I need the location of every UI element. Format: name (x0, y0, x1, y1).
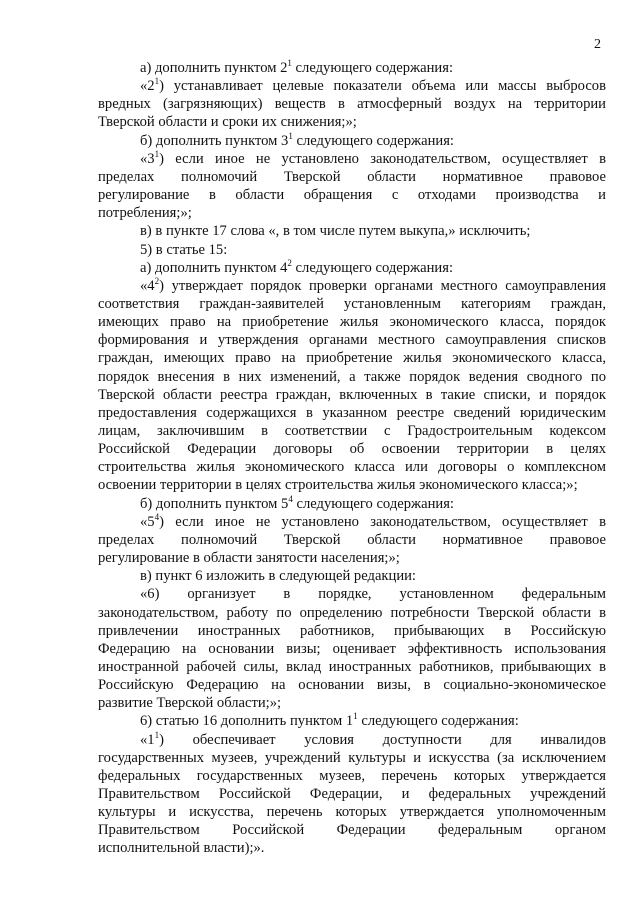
text-line-content: иностранной рабочей силы, вклад иностранных работников, прибывающих в (98, 658, 606, 675)
text-line (98, 386, 606, 404)
text-line (98, 440, 606, 458)
text-line-continuation: следующего содержания: (291, 259, 454, 276)
text-line-content: федеральных государственных музеев, перечень которых утверждается (98, 767, 606, 784)
text-line (98, 640, 606, 658)
text-line (98, 476, 606, 494)
text-line (98, 767, 606, 785)
text-line-content: регулирование в области занятости населения;»; (98, 550, 400, 566)
text-line (140, 495, 606, 513)
text-line-content: соответствия граждан-заявителей установленным категориям граждан, (98, 295, 606, 312)
text-line-content: культуры и искусства, перечень которых утверждается уполномоченным (98, 804, 606, 821)
superscript-index: 1 (154, 76, 160, 87)
text-line-content: Правительством Российской Федерации, и федеральных учреждений (98, 786, 606, 802)
superscript-index: 4 (288, 493, 293, 504)
text-line-content: порядок внесения в них изменений, а также порядок ведения сводного по (98, 368, 606, 385)
superscript-index: 1 (154, 729, 160, 740)
text-line-content: освоении территории в целях строительства жилья экономического класса;»; (98, 477, 578, 494)
text-line (140, 585, 606, 603)
text-line (140, 277, 606, 295)
text-line-content: а) дополнить пунктом 4 (140, 259, 288, 276)
text-line (98, 803, 606, 821)
text-line-continuation: ) устанавливает целевые показатели объема или массы выбросов (159, 78, 606, 95)
text-line (98, 658, 606, 676)
text-line (140, 567, 606, 585)
text-line-content: «4 (140, 277, 155, 294)
text-line (98, 113, 606, 131)
text-line-continuation: следующего содержания: (292, 132, 454, 149)
text-line-continuation: следующего содержания: (292, 495, 454, 512)
text-line-content: Российской Федерации договоры об освоении территории в целях (98, 441, 606, 458)
text-line (98, 839, 606, 857)
text-line (140, 150, 606, 168)
text-line-content: в) пункт 6 изложить в следующей редакции: (140, 568, 416, 585)
text-line-content: «1 (140, 731, 155, 748)
text-line (98, 186, 606, 204)
text-line (98, 368, 606, 386)
text-line-content: Российскую Федерацию на основании визы, в социально-экономическое (98, 677, 606, 694)
text-line-content: б) дополнить пунктом 5 (140, 495, 289, 512)
text-line (98, 404, 606, 422)
text-line-content: Тверской области реестра граждан, включенных в такие списки, и порядок (98, 386, 606, 403)
text-line-content: Федерацию на основании визы; оценивает эффективность использования (98, 640, 606, 657)
text-line-content: граждан, имеющих право на приобретение жилья экономического класса, (98, 350, 606, 367)
text-line-content: исполнительной власти);». (98, 840, 265, 857)
text-line-continuation: ) утверждает порядок проверки органами местного самоуправления (159, 277, 606, 294)
text-line-continuation: ) обеспечивает условия доступности для инвалидов (159, 731, 606, 748)
text-line-continuation: следующего содержания: (357, 713, 519, 730)
text-line-content: привлечении иностранных работников, прибывающих в Российскую (98, 622, 606, 639)
text-line-content: Тверской области и сроки их снижения;»; (98, 114, 357, 131)
text-line (98, 458, 606, 476)
superscript-index: 2 (287, 257, 292, 268)
text-line-content: строительства жилья экономического класса или договоры о комплексном (98, 459, 606, 476)
text-line (98, 95, 606, 113)
text-line (98, 349, 606, 367)
text-line-content: 6) статью 16 дополнить пунктом 1 (140, 713, 354, 730)
text-line (140, 712, 606, 730)
text-line (98, 531, 606, 549)
text-line-content: регулирование в области обращения с отходами производства и (98, 187, 606, 203)
text-line-content: предоставления содержащихся в указанном реестре сведений юридическим (98, 404, 606, 421)
text-line-content: потребления;»; (98, 205, 192, 222)
text-line (140, 241, 606, 259)
text-line (140, 513, 606, 531)
superscript-index: 2 (154, 275, 160, 286)
superscript-index: 1 (287, 58, 292, 68)
text-line-content: а) дополнить пунктом 2 (140, 60, 288, 76)
text-line-content: «6) организует в порядке, установленном федеральным (140, 586, 606, 603)
text-line (98, 295, 606, 313)
text-line (98, 622, 606, 640)
text-line (98, 604, 606, 622)
text-line (140, 77, 606, 95)
text-line-content: пределах полномочий Тверской области нормативное правовое (98, 531, 606, 548)
superscript-index: 1 (353, 711, 358, 722)
text-line-content: Правительством Российской Федерации федеральным органом (98, 822, 606, 839)
text-line-content: формирования и утверждения органами местного самоуправления списков (98, 332, 606, 349)
text-line-content: пределах полномочий Тверской области нормативное правовое (98, 168, 606, 185)
text-line-content: «3 (140, 150, 155, 167)
text-line-content: 5) в статье 15: (140, 241, 228, 258)
superscript-index: 1 (154, 148, 160, 159)
text-line (98, 694, 606, 712)
text-line (98, 821, 606, 839)
text-line-content: б) дополнить пунктом 3 (140, 132, 289, 149)
text-line (98, 749, 606, 767)
text-line-content: в) в пункте 17 слова «, в том числе путем выкупа,» исключить; (140, 223, 531, 240)
text-line-continuation: ) если иное не установлено законодательством, осуществляет в (159, 513, 606, 530)
text-line (98, 204, 606, 222)
text-line (98, 785, 606, 803)
superscript-index: 1 (288, 130, 293, 141)
text-line (98, 168, 606, 186)
text-line-content: имеющих право на приобретение жилья экономического класса, порядок (98, 314, 606, 331)
text-line-content: лицам, заключившим в соответствии с Градостроительным кодексом (98, 423, 606, 439)
text-line-content: «2 (140, 78, 155, 95)
text-line (98, 331, 606, 349)
text-line-content: государственных музеев, учреждений культуры и искусства (за исключением (98, 749, 606, 766)
text-line (140, 132, 606, 150)
text-line (98, 422, 606, 440)
text-line-content: «5 (140, 513, 155, 530)
text-line-content: законодательством, работу по определению потребности Тверской области в (98, 604, 606, 621)
text-line (140, 259, 606, 277)
text-line (140, 59, 606, 77)
text-line (140, 222, 606, 240)
page-number: 2 (594, 37, 601, 52)
superscript-index: 4 (154, 511, 160, 522)
text-line (140, 731, 606, 749)
text-line (98, 313, 606, 331)
text-line (98, 549, 606, 567)
text-line-content: развитие Тверской области;»; (98, 695, 282, 712)
text-line-content: вредных (загрязняющих) веществ в атмосферный воздух на территории (98, 96, 606, 113)
text-line-continuation: ) если иное не установлено законодательством, осуществляет в (159, 150, 606, 167)
text-line-continuation: следующего содержания: (291, 60, 454, 76)
text-line (98, 676, 606, 694)
